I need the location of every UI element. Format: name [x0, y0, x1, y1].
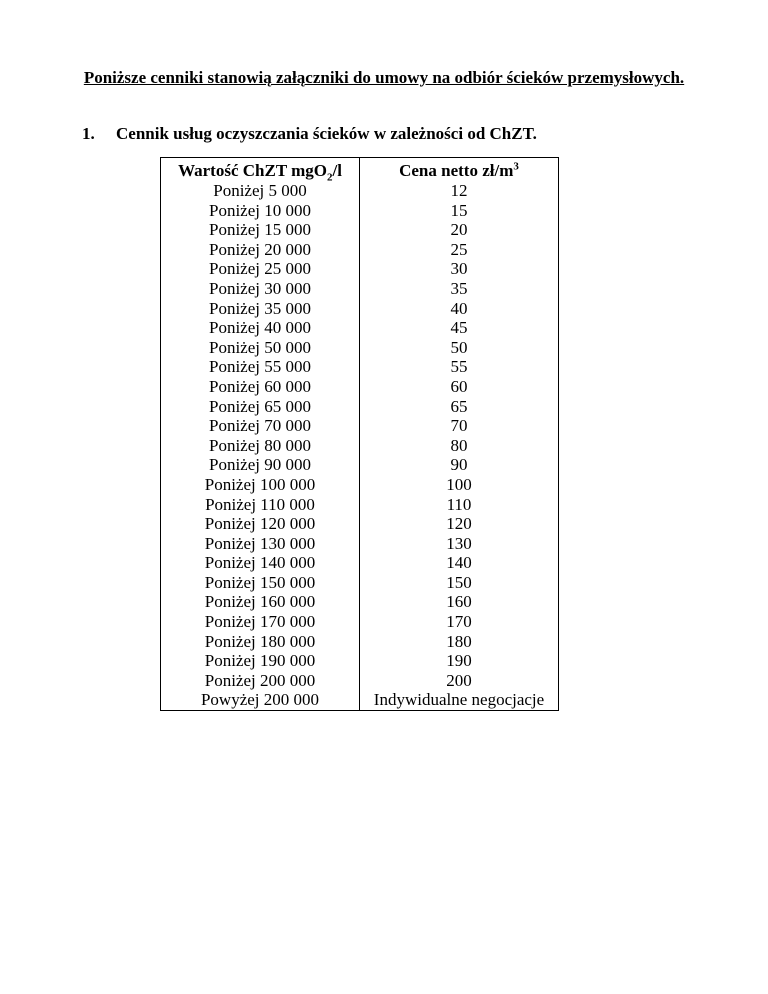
chzt-cell: Powyżej 200 000 [161, 690, 360, 710]
header-chzt-tail: /l [332, 161, 342, 180]
chzt-cell: Poniżej 80 000 [161, 436, 360, 456]
chzt-cell: Poniżej 15 000 [161, 220, 360, 240]
chzt-cell: Poniżej 55 000 [161, 357, 360, 377]
header-price-sup: 3 [513, 160, 519, 173]
chzt-cell: Poniżej 100 000 [161, 475, 360, 495]
table-row [161, 690, 559, 710]
price-cell: 25 [360, 240, 559, 260]
table-row [161, 553, 559, 573]
chzt-cell: Poniżej 110 000 [161, 495, 360, 515]
price-cell: 55 [360, 357, 559, 377]
price-cell: 70 [360, 416, 559, 436]
chzt-cell: Poniżej 10 000 [161, 201, 360, 221]
chzt-cell: Poniżej 50 000 [161, 338, 360, 358]
price-cell: 150 [360, 573, 559, 593]
price-cell: 50 [360, 338, 559, 358]
chzt-cell: Poniżej 190 000 [161, 651, 360, 671]
chzt-cell: Poniżej 130 000 [161, 534, 360, 554]
price-table [160, 157, 559, 711]
price-cell: 170 [360, 612, 559, 632]
price-cell: 40 [360, 299, 559, 319]
price-cell: 45 [360, 318, 559, 338]
table-row [161, 357, 559, 377]
price-cell: 20 [360, 220, 559, 240]
table-row [161, 220, 559, 240]
table-row [161, 436, 559, 456]
table-row [161, 416, 559, 436]
chzt-cell: Poniżej 140 000 [161, 553, 360, 573]
chzt-cell: Poniżej 20 000 [161, 240, 360, 260]
header-chzt [161, 158, 360, 182]
table-row [161, 651, 559, 671]
price-cell: 60 [360, 377, 559, 397]
price-cell: 80 [360, 436, 559, 456]
chzt-cell: Poniżej 60 000 [161, 377, 360, 397]
chzt-cell: Poniżej 180 000 [161, 632, 360, 652]
table-row [161, 495, 559, 515]
table-row [161, 181, 559, 201]
chzt-cell: Poniżej 70 000 [161, 416, 360, 436]
document-title: Poniższe cenniki stanowią załączniki do umowy na odbiór ścieków przemysłowych. [83, 68, 685, 87]
table-row [161, 318, 559, 338]
price-cell: 90 [360, 455, 559, 475]
chzt-cell: Poniżej 90 000 [161, 455, 360, 475]
table-row [161, 671, 559, 691]
table-row [161, 612, 559, 632]
table-row [161, 377, 559, 397]
price-cell: 100 [360, 475, 559, 495]
table-row [161, 475, 559, 495]
price-cell: 160 [360, 592, 559, 612]
price-cell: 30 [360, 259, 559, 279]
chzt-cell: Poniżej 170 000 [161, 612, 360, 632]
header-price [360, 158, 559, 182]
table-body [161, 181, 559, 711]
table-row [161, 534, 559, 554]
table-row [161, 279, 559, 299]
price-cell: 130 [360, 534, 559, 554]
table-row [161, 573, 559, 593]
price-cell: 65 [360, 397, 559, 417]
price-cell: 180 [360, 632, 559, 652]
section-number: 1. [82, 124, 95, 143]
table-row [161, 299, 559, 319]
price-cell: 110 [360, 495, 559, 515]
chzt-cell: Poniżej 160 000 [161, 592, 360, 612]
price-cell: 140 [360, 553, 559, 573]
chzt-cell: Poniżej 120 000 [161, 514, 360, 534]
table-header-row [161, 158, 559, 182]
table-row [161, 201, 559, 221]
header-price-main: Cena netto zł/m [399, 161, 514, 180]
table-row [161, 259, 559, 279]
header-chzt-sub: 2 [326, 171, 333, 184]
section-heading-text: Cennik usług oczyszczania ścieków w zależności od ChZT. [116, 124, 537, 143]
chzt-cell: Poniżej 65 000 [161, 397, 360, 417]
chzt-cell: Poniżej 5 000 [161, 181, 360, 201]
table-row [161, 592, 559, 612]
section-heading [82, 124, 537, 144]
table-row [161, 514, 559, 534]
table-row [161, 455, 559, 475]
chzt-cell: Poniżej 40 000 [161, 318, 360, 338]
chzt-cell: Poniżej 200 000 [161, 671, 360, 691]
table-row [161, 397, 559, 417]
table-row [161, 240, 559, 260]
price-cell: 12 [360, 181, 559, 201]
price-cell: 35 [360, 279, 559, 299]
price-cell: 120 [360, 514, 559, 534]
table-row [161, 632, 559, 652]
chzt-cell: Poniżej 30 000 [161, 279, 360, 299]
price-cell: 190 [360, 651, 559, 671]
header-chzt-main: Wartość ChZT mgO [178, 161, 327, 180]
chzt-cell: Poniżej 25 000 [161, 259, 360, 279]
table-row [161, 338, 559, 358]
price-cell: 15 [360, 201, 559, 221]
chzt-cell: Poniżej 35 000 [161, 299, 360, 319]
price-cell: Indywidualne negocjacje [360, 690, 559, 710]
chzt-cell: Poniżej 150 000 [161, 573, 360, 593]
price-cell: 200 [360, 671, 559, 691]
